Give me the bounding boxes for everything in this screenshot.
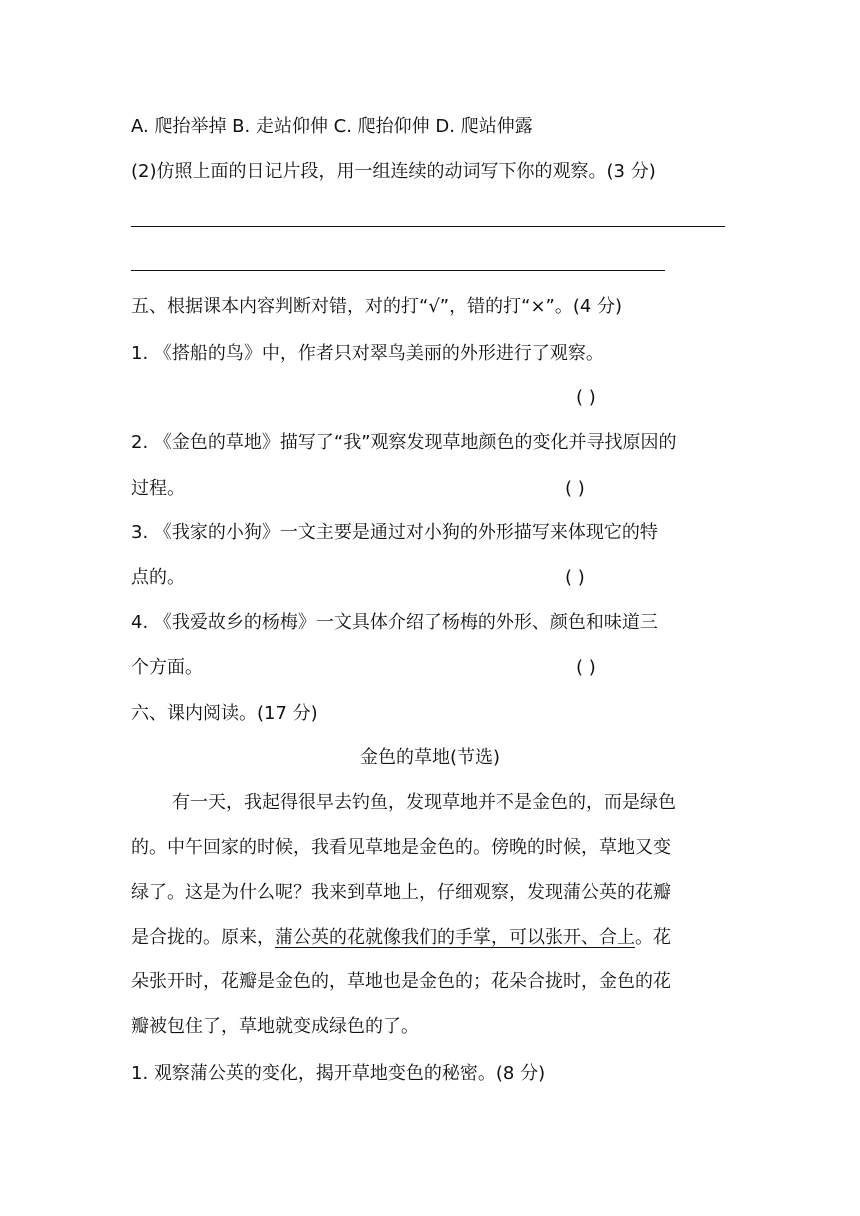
q5-item-3-paren: ( ) xyxy=(565,567,585,588)
passage-title: 金色的草地(节选) xyxy=(359,747,501,768)
q6-sub1: 1. 观察蒲公英的变化，揭开草地变色的秘密。(8 分) xyxy=(131,1063,546,1084)
q5-item-4-paren: ( ) xyxy=(576,657,596,678)
passage-line-6: 瓣被包住了，草地就变成绿色的了。 xyxy=(131,1016,419,1037)
q5-item-2: 2. 《金色的草地》描写了“我”观察发现草地颜色的变化并寻找原因的 xyxy=(131,432,677,453)
q5-item-4: 4. 《我爱故乡的杨梅》一文具体介绍了杨梅的外形、颜色和味道三 xyxy=(131,612,658,633)
q5-item-4-cont: 个方面。 xyxy=(131,657,203,678)
answer-blank-line-2 xyxy=(131,270,665,271)
passage-line-2: 的。中午回家的时候，我看见草地是金色的。傍晚的时候，草地又变 xyxy=(131,837,671,858)
q5-item-2-paren: ( ) xyxy=(565,478,585,499)
passage-line-5: 朵张开时，花瓣是金色的，草地也是金色的；花朵合拢时，金色的花 xyxy=(131,971,671,992)
underlined-sentence: 蒲公英的花就像我们的手掌，可以张开、合上 xyxy=(275,927,635,948)
passage-line-4-start: 是合拢的。原来， xyxy=(131,927,275,948)
passage-line-1: 有一天，我起得很早去钓鱼，发现草地并不是金色的，而是绿色 xyxy=(172,792,676,813)
q5-item-2-cont: 过程。 xyxy=(131,478,185,499)
passage-line-3: 绿了。这是为什么呢？我来到草地上，仔细观察，发现蒲公英的花瓣 xyxy=(131,882,671,903)
q4-options: A. 爬抬举掉 B. 走站仰伸 C. 爬抬仰伸 D. 爬站伸露 xyxy=(131,116,533,137)
q4-sub2-prompt: (2)仿照上面的日记片段，用一组连续的动词写下你的观察。(3 分) xyxy=(131,161,656,182)
answer-blank-line-1 xyxy=(131,226,725,227)
q5-item-1-paren: ( ) xyxy=(576,387,596,408)
q5-item-3: 3. 《我家的小狗》一文主要是通过对小狗的外形描写来体现它的特 xyxy=(131,522,658,543)
q5-heading: 五、根据课本内容判断对错，对的打“√”，错的打“×”。(4 分) xyxy=(131,296,623,317)
q5-item-3-cont: 点的。 xyxy=(131,567,185,588)
passage-line-4 xyxy=(131,926,671,950)
passage-line-4-end: 。花 xyxy=(635,927,671,948)
q6-heading: 六、课内阅读。(17 分) xyxy=(131,703,318,724)
q5-item-1: 1. 《搭船的鸟》中，作者只对翠鸟美丽的外形进行了观察。 xyxy=(131,343,604,364)
